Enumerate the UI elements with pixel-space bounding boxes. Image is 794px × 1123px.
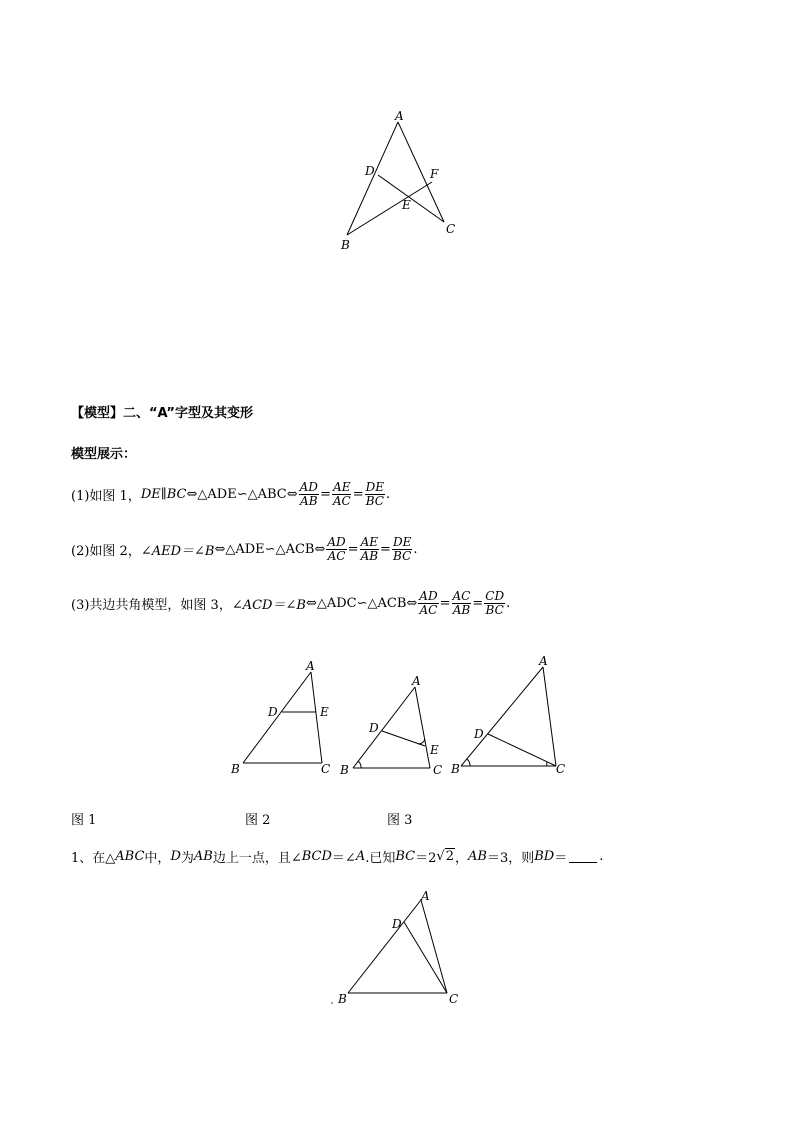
figures-row [225, 655, 585, 785]
label-c: C [446, 222, 456, 236]
subheading: 模型展示： [71, 447, 137, 462]
item-2-sim: △ADE∽△ACB [225, 542, 315, 557]
item-1-arrow: ⇔ [186, 487, 198, 502]
fig2-label-d: D [369, 721, 379, 735]
item-3-prefix: (3)共边共角模型，如图 3， [71, 598, 232, 613]
fig3-ac [543, 667, 556, 766]
fig4-dc [404, 922, 447, 993]
item-3-frac-2: $\frac{AC}{AB}$ [452, 589, 471, 617]
fig2-ab [353, 687, 415, 768]
item-1-frac-2: $\frac{AE}{AC}$ [332, 480, 351, 508]
fig1-label-c: C [321, 762, 331, 776]
item-3-cond: ∠ACD＝∠B [231, 598, 306, 613]
item-3-frac-3: $\frac{CD}{BC}$ [485, 589, 505, 617]
caption-fig2: 图 2 [245, 813, 271, 828]
item-1-cond: DE∥BC [140, 487, 187, 502]
fig2-angle-b [358, 761, 361, 768]
fig2-ac [415, 687, 430, 768]
item-2: (2)如图 2， ∠AED＝∠B ⇔ △ADE∽△ACB ⇔ $\frac{AD}{AC}$ = $\frac{AE}{AB}$ = $\frac{DE}{BC}$ . [71, 535, 418, 563]
item-3-frac-1: $\frac{AD}{AC}$ [419, 589, 438, 617]
label-f: F [430, 167, 439, 181]
label-b: B [341, 238, 350, 252]
fig3-angle-b [467, 759, 470, 766]
item-2-frac-2: $\frac{AE}{AB}$ [360, 535, 379, 563]
line-ab [347, 122, 398, 235]
fig4-ab [348, 900, 421, 993]
item-3: (3)共边共角模型，如图 3， ∠ACD＝∠B ⇔ △ADC∽△ACB ⇔ $\frac{AD}{AC}$ = $\frac{AC}{AB}$ = $\frac{CD}{BC}$ . [71, 589, 511, 617]
label-e: E [402, 198, 411, 212]
item-3-sim: △ADC∽△ACB [316, 596, 407, 611]
item-2-frac-3: $\frac{DE}{BC}$ [392, 535, 412, 563]
answer-blank[interactable] [569, 850, 597, 863]
question-figure [325, 885, 475, 1010]
fig2-label-a: A [412, 674, 421, 688]
caption-fig3: 图 3 [387, 813, 413, 828]
label-a: A [395, 109, 404, 123]
top-figure [330, 105, 470, 255]
fig4-label-a: A [421, 889, 430, 903]
sqrt-sign: √2 [436, 849, 454, 864]
fig2-label-c: C [433, 763, 443, 777]
fig3-label-a: A [539, 655, 548, 668]
fig4-ac [421, 900, 447, 993]
item-1-arrow2: ⇔ [286, 487, 298, 502]
caption-fig1: 图 1 [71, 813, 97, 828]
item-1-sim: △ADE∽△ABC [197, 487, 287, 502]
fig3-dc [488, 734, 556, 766]
stray-dot [331, 1002, 333, 1004]
fig2-label-b: B [340, 763, 349, 777]
fig1-label-d: D [268, 705, 278, 719]
section-heading: 【模型】二、“A”字型及其变形 [71, 406, 253, 421]
item-1-frac-3: $\frac{DE}{BC}$ [365, 480, 384, 508]
fig3-label-d: D [474, 727, 484, 741]
line-bf [347, 182, 432, 235]
fig3-label-c: C [556, 762, 566, 776]
item-2-cond: ∠AED＝∠B [140, 544, 215, 559]
fig3-label-b: B [451, 762, 460, 776]
fig1-label-b: B [231, 762, 240, 776]
fig2-angle-e [418, 739, 425, 744]
fig1-label-e: E [320, 705, 329, 719]
item-1: (1)如图 1， DE∥BC ⇔ △ADE∽△ABC ⇔ $\frac{AD}{AB}$ = $\frac{AE}{AC}$ = $\frac{DE}{BC}$ . [71, 480, 391, 508]
fig4-label-c: C [449, 992, 459, 1006]
line-dc [378, 175, 444, 222]
fig3-ab [461, 667, 543, 766]
fig4-label-b: B [338, 992, 347, 1006]
question-1: 1、 在△ ABC 中， D 为 AB 边上一点，且∠ BCD ＝∠ A .已知 BC ＝2 √2 ， AB ＝3，则 BD ＝ . [71, 849, 604, 866]
fig4-label-d: D [392, 917, 402, 931]
fig1-label-a: A [306, 659, 315, 673]
fig2-label-e: E [430, 743, 439, 757]
item-1-frac-1: $\frac{AD}{AB}$ [299, 480, 318, 508]
label-d: D [365, 164, 375, 178]
item-2-frac-1: $\frac{AD}{AC}$ [327, 535, 346, 563]
item-1-prefix: (1)如图 1， [71, 489, 141, 504]
item-2-prefix: (2)如图 2， [71, 544, 141, 559]
